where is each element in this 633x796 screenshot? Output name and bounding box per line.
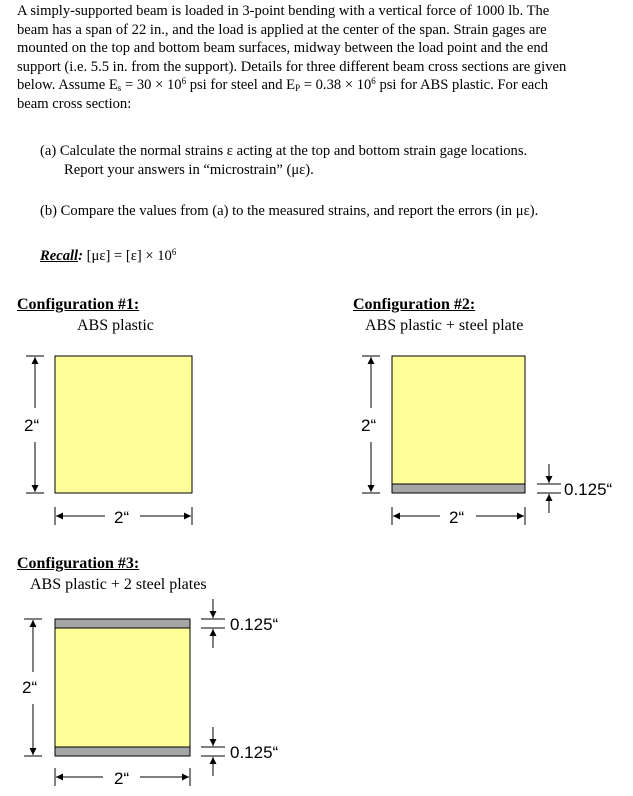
config-3-bottom-plate-label: 0.125“	[230, 743, 279, 762]
recall-formula: Recall: $[\mu\varepsilon] = [\varepsilon] \times 10^6$	[40, 247, 177, 264]
config-2-width-label: 2“	[449, 508, 465, 527]
question-b: (b) Compare the values from (a) to the measured strains, and report the errors (in με).	[40, 203, 539, 219]
config-3-width-label: 2“	[114, 769, 130, 788]
intro-line: mounted on the top and bottom beam surfaces, midway between the load point and the end	[17, 40, 548, 57]
config-2-figure	[361, 356, 613, 527]
question-a-line2: Report your answers in “microstrain” (με).	[64, 162, 314, 178]
config-1-abs-section	[55, 356, 192, 493]
config-2-plate-label: 0.125“	[564, 480, 613, 499]
config-3-top-plate-label: 0.125“	[230, 615, 279, 634]
intro-line: beam has a span of 22 in., and the load is applied at the center of the span. Strain gages are	[17, 21, 547, 38]
config-1-title: Configuration #1:	[17, 296, 140, 313]
intro-line: A simply-supported beam is loaded in 3-point bending with a vertical force of 1000 lb. The	[17, 3, 550, 19]
config-3-subtitle: ABS plastic + 2 steel plates	[30, 576, 207, 593]
intro-line: beam cross section:	[17, 95, 132, 112]
config-2-steel-plate	[392, 484, 525, 493]
question-a-line1: (a) Calculate the normal strains ε acting at the top and bottom strain gage locations.	[40, 143, 528, 159]
config-3-bottom-steel-plate	[55, 747, 190, 756]
config-2-title: Configuration #2:	[353, 296, 476, 313]
config-2-height-label: 2“	[361, 416, 377, 435]
config-1-subtitle: ABS plastic	[77, 317, 154, 334]
config-1-height-label: 2“	[24, 416, 40, 435]
config-2-subtitle: ABS plastic + steel plate	[365, 317, 524, 334]
intro-line-moduli: below. Assume $E_s = 30 \times 10^6$ psi for steel and $E_P = 0.38 \times 10^6$ psi for ABS plastic. For each	[17, 76, 549, 94]
config-3-abs-section	[55, 628, 190, 747]
config-2-abs-section	[392, 356, 525, 484]
config-3-height-label: 2“	[22, 678, 38, 697]
recall-label: Recall	[40, 248, 79, 264]
config-1-figure	[24, 356, 192, 527]
intro-line: support (i.e. 5.5 in. from the support). Details for three different beam cross sections are given	[17, 58, 567, 75]
config-1-width-label: 2“	[114, 508, 130, 527]
config-3-top-steel-plate	[55, 619, 190, 628]
config-3-title: Configuration #3:	[17, 555, 140, 572]
config-3-figure	[22, 599, 279, 788]
